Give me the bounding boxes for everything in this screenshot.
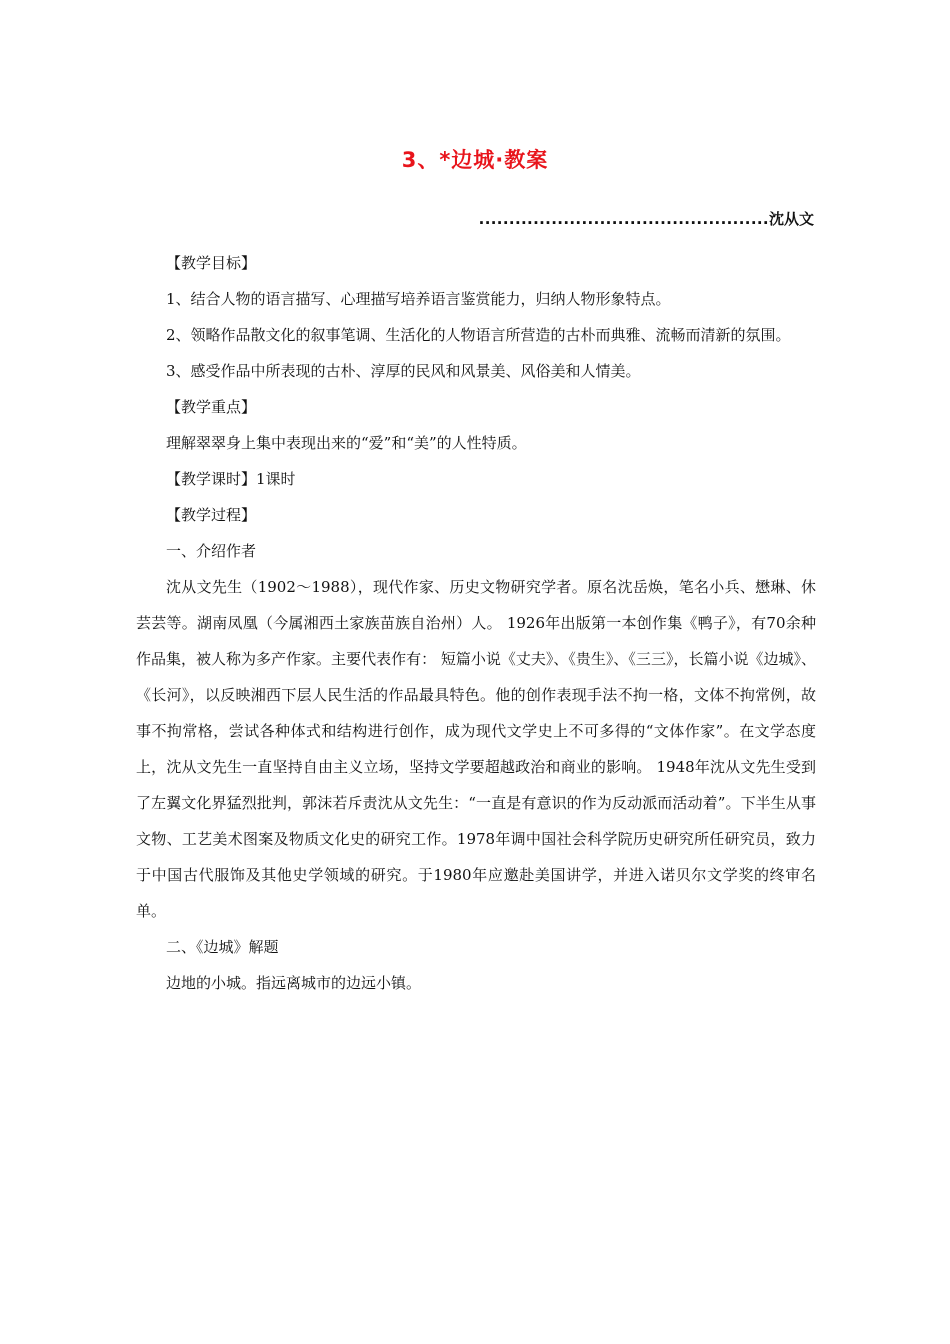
section-heading-process: 【教学过程】 — [166, 506, 257, 524]
author-line — [479, 208, 814, 229]
section-heading-objectives: 【教学目标】 — [166, 254, 257, 272]
author-name: 沈从文 — [768, 210, 814, 228]
title-explanation-text: 边地的小城。指远离城市的边远小镇。 — [166, 974, 422, 992]
section-heading-class-hours: 【教学课时】1课时 — [166, 470, 296, 488]
objective-2: 2、领略作品散文化的叙事笔调、生活化的人物语言所营造的古朴而典雅、流畅而清新的氛围。 — [166, 326, 791, 344]
key-point-text: 理解翠翠身上集中表现出来的“爱”和“美”的人性特质。 — [166, 434, 527, 452]
objective-3: 3、感受作品中所表现的古朴、淳厚的民风和风景美、风俗美和人情美。 — [166, 362, 641, 380]
objective-1: 1、结合人物的语言描写、心理描写培养语言鉴赏能力，归纳人物形象特点。 — [166, 290, 671, 308]
subheading-title-explanation: 二、《边城》解题 — [166, 938, 279, 956]
author-biography: 沈从文先生（1902～1988），现代作家、历史文物研究学者。原名沈岳焕，笔名小兵、懋琳、休芸芸等。湖南凤凰（今属湘西土家族苗族自治州）人。 1926年出版第一本创作集《鸭子》，有70余种作品集，被人称为多产作家。主要代表作有： 短篇小说《丈夫》、《贵生》、《三三》，长篇小说《边城》、《长河》，以反映湘西下层人民生活的作品最具特色。他的创作表现手法不拘一格，文体不拘常例，故事不拘常格，尝试各种体式和结构进行创作，成为现代文学史上不可多得的“文体作家”。在文学态度上，沈从文先生一直坚持自由主义立场，坚持文学要超越政治和商业的影响。 1948年沈从文先生受到了左翼文化界猛烈批判，郭沫若斥责沈从文先生：“一直是有意识的作为反动派而活动着”。下半生从事文物、工艺美术图案及物质文化史的研究工作。1978年调中国社会科学院历史研究所任研究员，致力于中国古代服饰及其他史学领域的研究。于1980年应邀赴美国讲学，并进入诺贝尔文学奖的终审名单。 — [136, 578, 816, 920]
leader-dots: ................................................ — [478, 210, 769, 228]
document-body — [136, 245, 816, 1001]
section-heading-key-points: 【教学重点】 — [166, 398, 257, 416]
page-title: 3、*边城·教案 — [401, 148, 549, 172]
subheading-author-intro: 一、介绍作者 — [166, 542, 257, 560]
